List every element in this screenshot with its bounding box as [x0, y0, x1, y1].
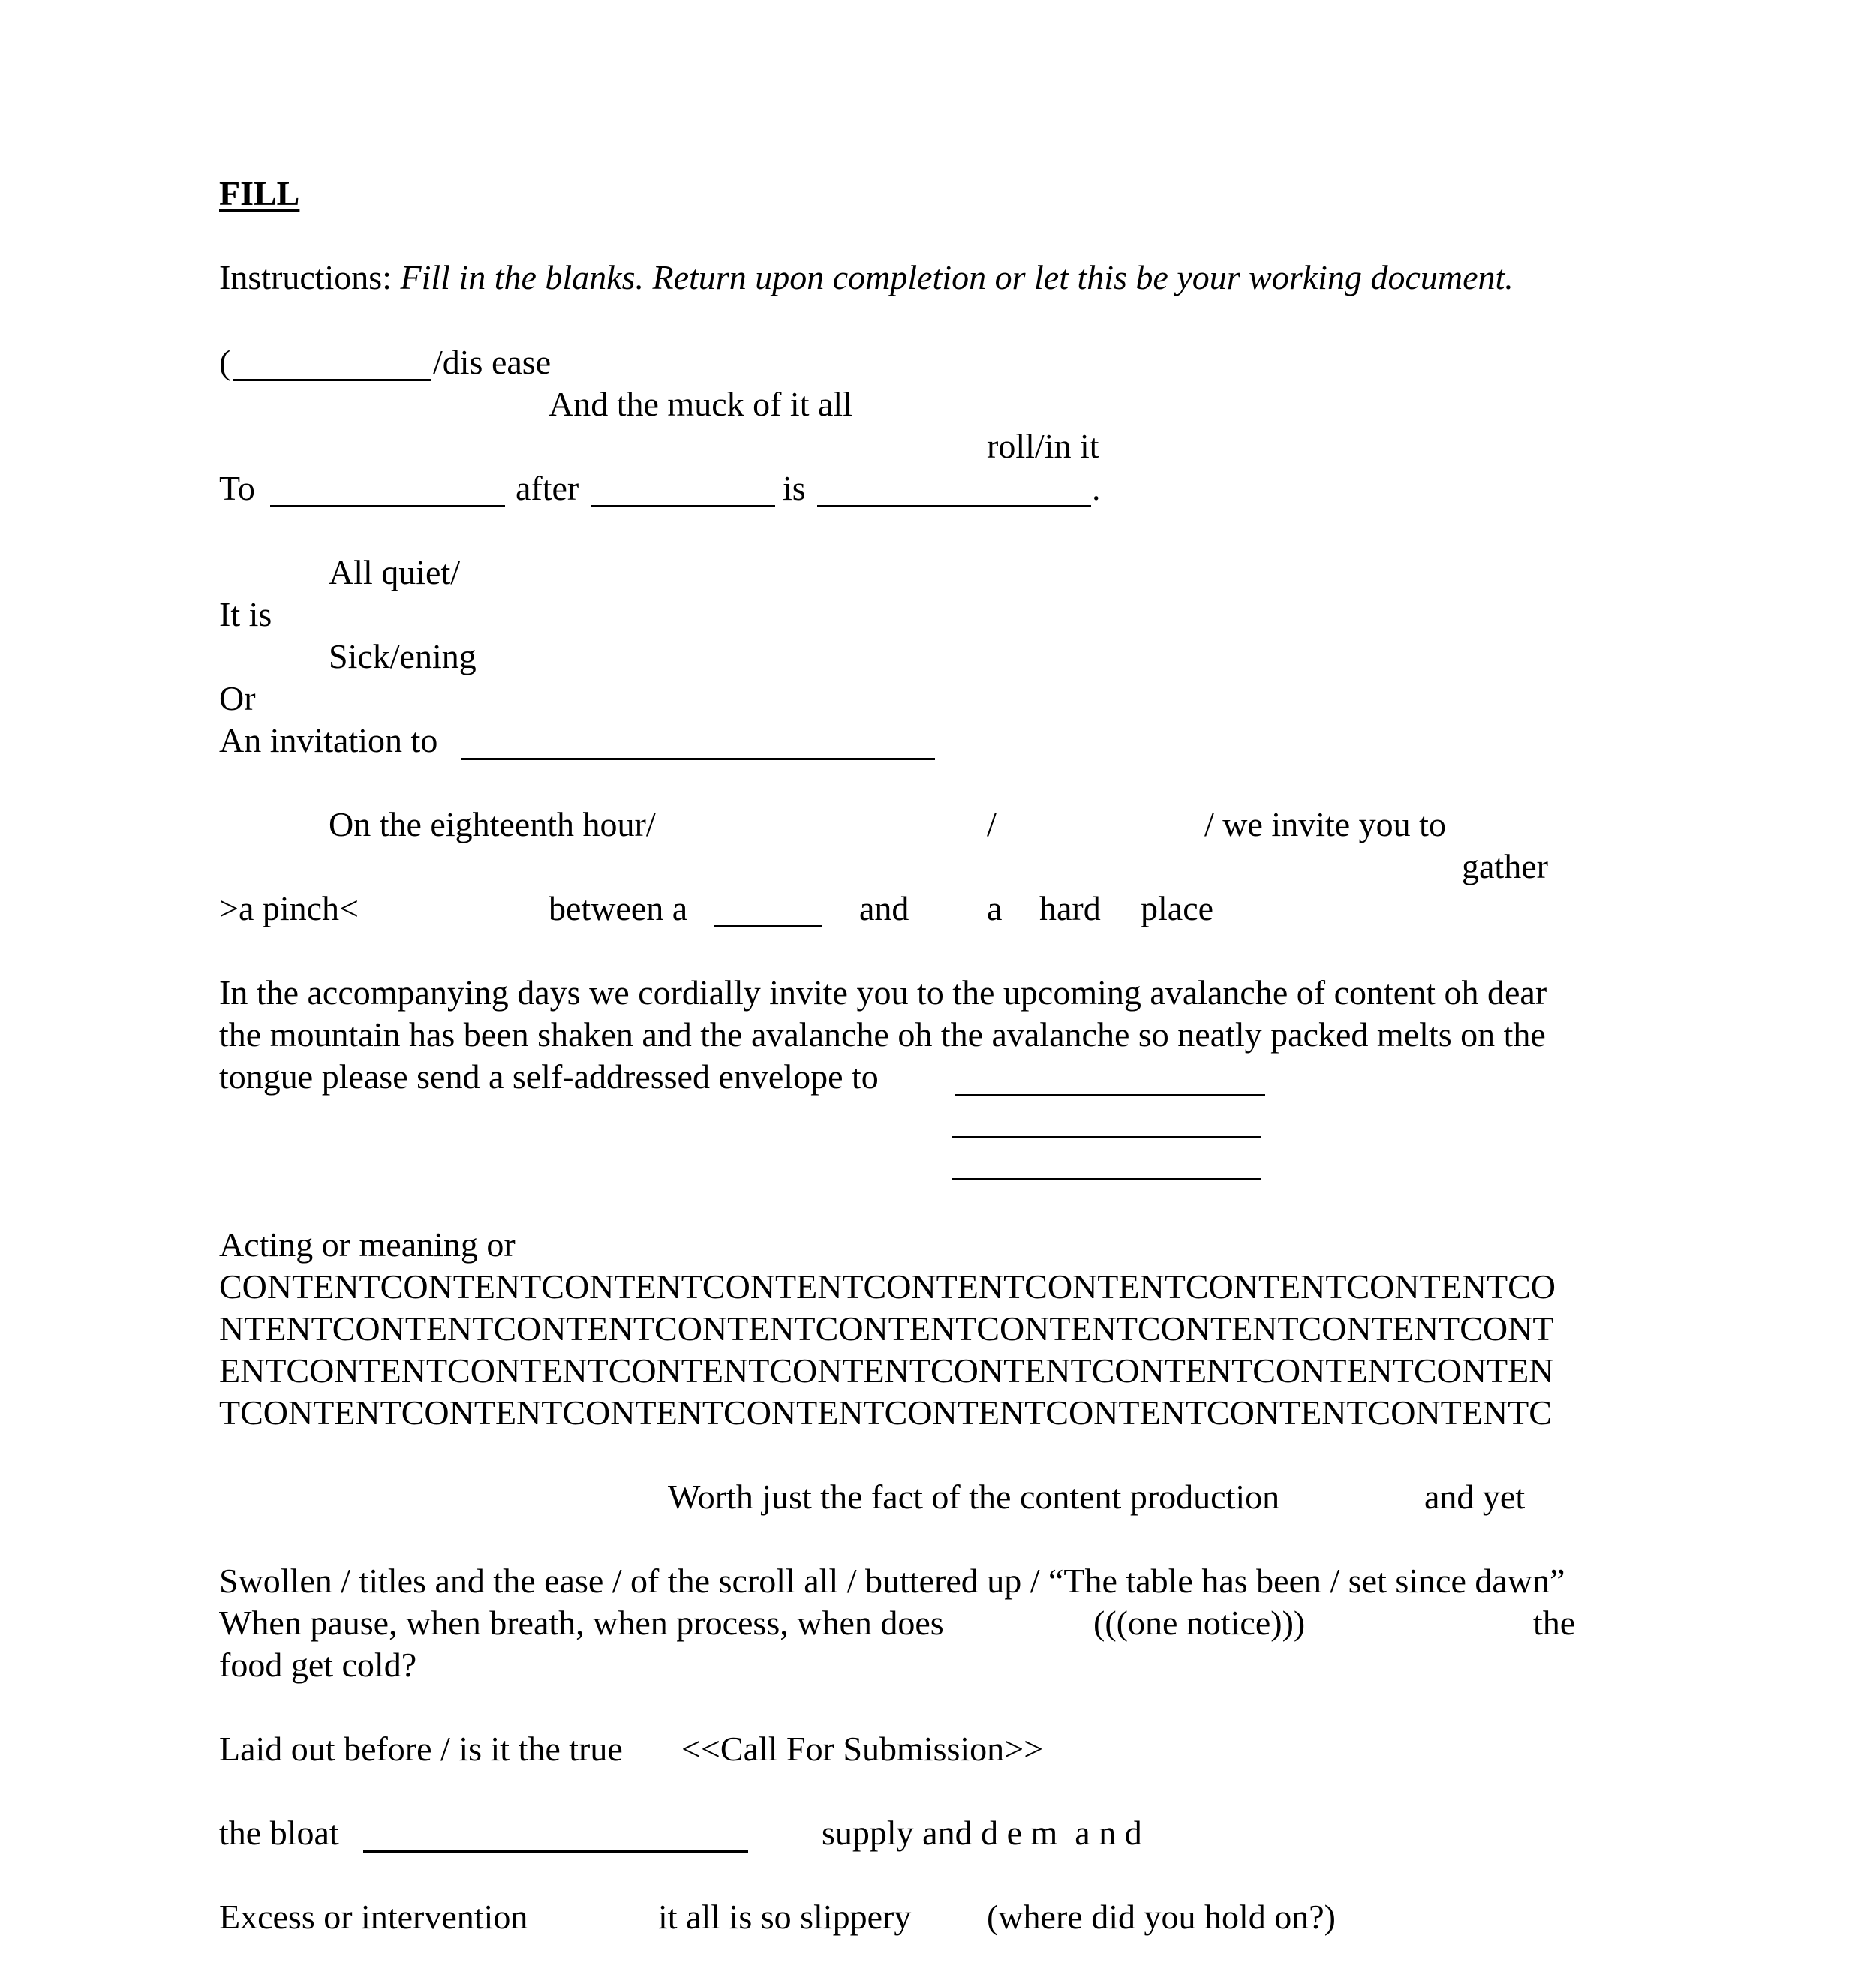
roll-line: roll/in it [987, 427, 1099, 465]
content-line: TCONTENTCONTENTCONTENTCONTENTCONTENTCONTENTCONTENTCONTENTC [219, 1393, 1552, 1432]
paragraph-line: the mountain has been shaken and the avalanche oh the avalanche so neatly packed melts on the [219, 1015, 1546, 1054]
content-line: NTENTCONTENTCONTENTCONTENTCONTENTCONTENTCONTENTCONTENTCONT [219, 1309, 1554, 1348]
laid-out-line: Laid out before / is it the true [219, 1730, 623, 1768]
fill-blank[interactable] [817, 505, 1091, 507]
open-paren: ( [219, 343, 231, 381]
fill-blank[interactable] [714, 925, 822, 927]
fill-blank[interactable] [270, 505, 505, 507]
slippery-text: it all is so slippery [658, 1898, 912, 1936]
page-title: FILL [219, 174, 300, 212]
hold-on-text: (where did you hold on?) [987, 1898, 1336, 1936]
address-blank[interactable] [952, 1136, 1261, 1138]
after-word: after [516, 469, 579, 507]
gather-word: gather [1462, 847, 1548, 885]
a-word: a [987, 889, 1003, 927]
fill-blank[interactable] [233, 379, 431, 381]
invite-text: / we invite you to [1204, 805, 1446, 843]
one-notice: (((one notice))) [1093, 1604, 1306, 1642]
paragraph-line: In the accompanying days we cordially invite you to the upcoming avalanche of content oh dear [219, 973, 1547, 1012]
acting-line: Acting or meaning or [219, 1225, 516, 1264]
is-word: is [783, 469, 806, 507]
pause-line: When pause, when breath, when process, when does [219, 1604, 944, 1642]
address-blank[interactable] [955, 1094, 1265, 1096]
food-line: food get cold? [219, 1646, 417, 1684]
muck-line: And the muck of it all [549, 385, 852, 423]
and-yet: and yet [1424, 1477, 1526, 1516]
pinch-text: >a pinch< [219, 889, 359, 927]
period: . [1092, 469, 1101, 507]
fill-blank[interactable] [363, 1850, 748, 1853]
to-word: To [219, 469, 255, 507]
slash: / [987, 805, 997, 843]
and-word: and [859, 889, 909, 927]
excess-text: Excess or intervention [219, 1898, 528, 1936]
worth-line: Worth just the fact of the content production [668, 1477, 1280, 1516]
address-blank[interactable] [952, 1178, 1261, 1180]
instructions-text: Fill in the blanks. Return upon completion or let this be your working document. [400, 258, 1514, 296]
or-line: Or [219, 679, 256, 717]
sickening-line: Sick/ening [329, 637, 477, 675]
between-text: between a [549, 889, 688, 927]
eighteenth-hour: On the eighteenth hour/ [329, 805, 656, 843]
content-line: CONTENTCONTENTCONTENTCONTENTCONTENTCONTENTCONTENTCONTENTCO [219, 1267, 1556, 1306]
dis-ease-text: /dis ease [433, 343, 552, 381]
place-word: place [1141, 889, 1214, 927]
fill-blank[interactable] [591, 505, 775, 507]
the-word: the [1533, 1604, 1576, 1642]
instructions-label: Instructions: [219, 258, 401, 296]
fill-blank[interactable] [461, 758, 935, 760]
instructions [219, 257, 1514, 299]
paragraph-line: tongue please send a self-addressed envelope to [219, 1057, 879, 1096]
invitation-line: An invitation to [219, 721, 438, 759]
swollen-line: Swollen / titles and the ease / of the scroll all / buttered up / “The table has been / set since dawn” [219, 1562, 1565, 1600]
call-for-submission: <<Call For Submission>> [681, 1730, 1044, 1768]
all-quiet-line: All quiet/ [329, 553, 461, 591]
it-is-line: It is [219, 595, 272, 633]
supply-demand: supply and d e m a n d [822, 1814, 1142, 1852]
hard-word: hard [1039, 889, 1101, 927]
bloat-text: the bloat [219, 1814, 339, 1852]
content-line: ENTCONTENTCONTENTCONTENTCONTENTCONTENTCONTENTCONTENTCONTEN [219, 1351, 1554, 1390]
